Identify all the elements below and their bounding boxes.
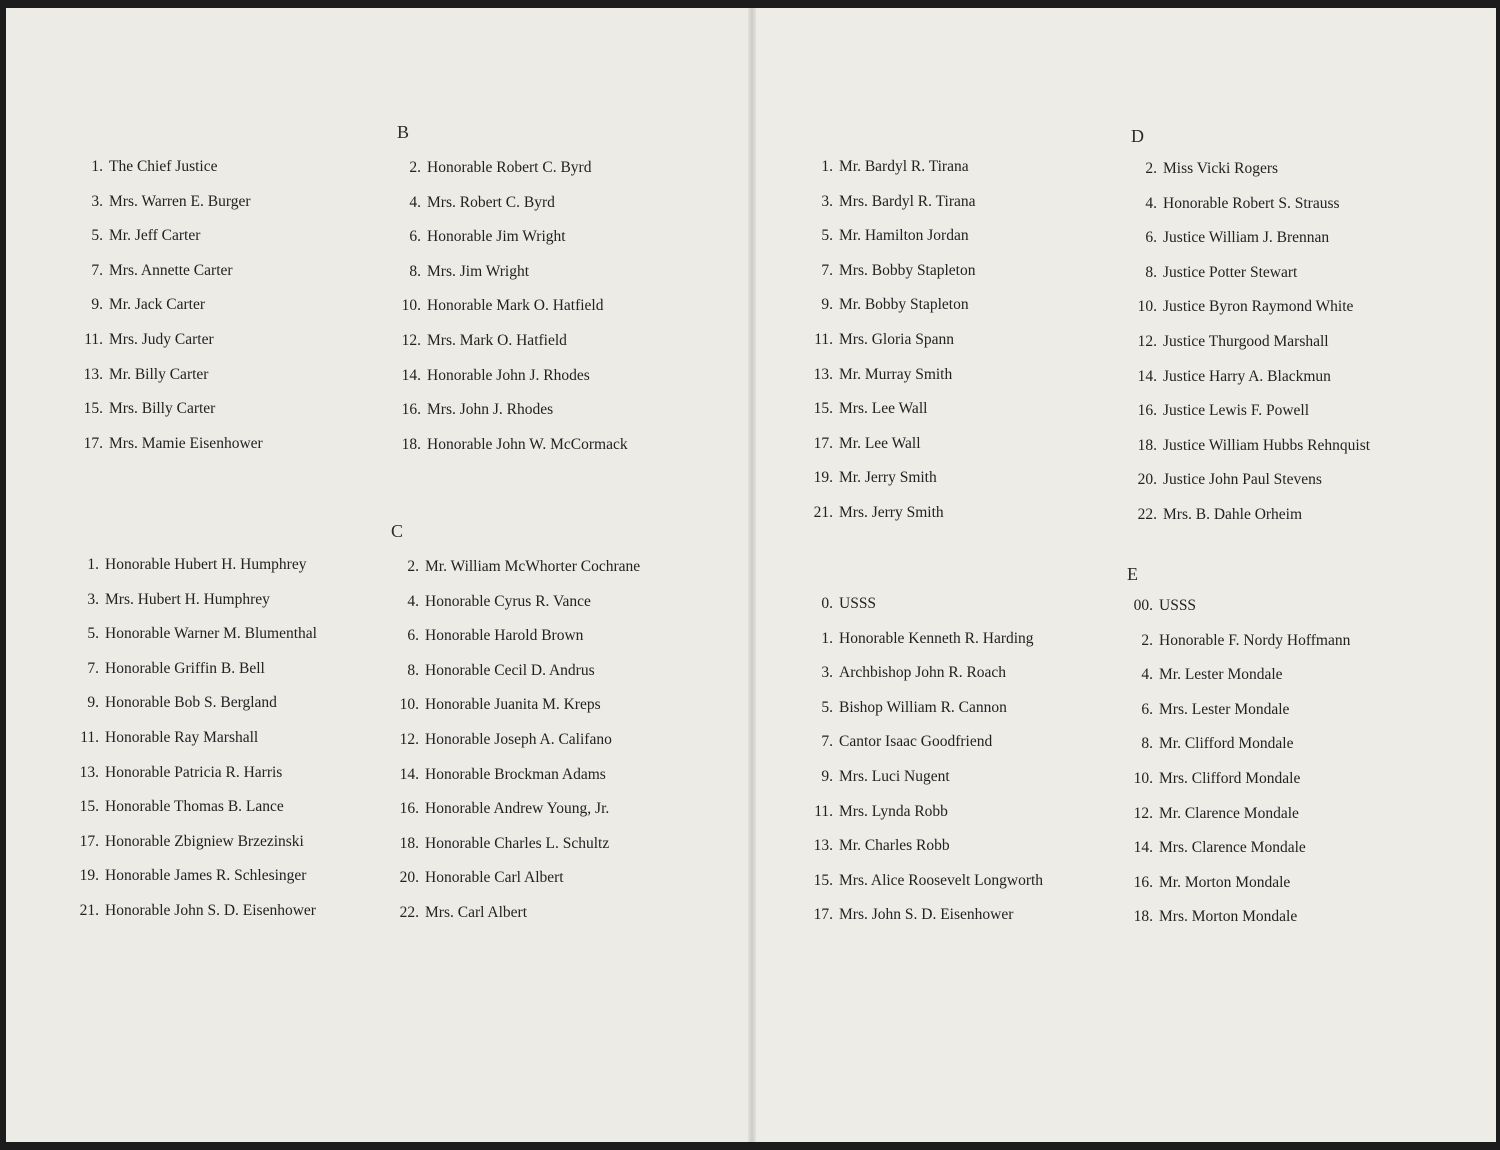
item-number: 1. bbox=[91, 158, 103, 175]
item-number: 11. bbox=[814, 330, 833, 348]
list-item bbox=[72, 764, 317, 799]
list-item bbox=[391, 263, 628, 298]
item-number: 6. bbox=[409, 228, 421, 246]
guest-name: Mr. Lester Mondale bbox=[1159, 666, 1283, 684]
list-item bbox=[806, 733, 1043, 768]
list-item bbox=[806, 400, 976, 435]
guest-name: Mrs. Annette Carter bbox=[109, 261, 233, 279]
list-item bbox=[1123, 908, 1350, 943]
guest-name: Justice William J. Brennan bbox=[1163, 229, 1330, 247]
item-number: 10. bbox=[1133, 769, 1153, 787]
item-number: 22. bbox=[399, 903, 419, 921]
list-item bbox=[72, 729, 317, 764]
guest-name: Honorable Andrew Young, Jr. bbox=[425, 800, 610, 818]
item-number: 4. bbox=[1141, 666, 1153, 684]
list-item bbox=[391, 159, 628, 194]
guest-name: Honorable Brockman Adams bbox=[425, 765, 606, 783]
item-number: 7. bbox=[821, 733, 833, 751]
guest-name: Honorable Mark O. Hatfield bbox=[427, 297, 604, 315]
item-number: 12. bbox=[401, 331, 421, 349]
list-item bbox=[389, 558, 640, 593]
list-item bbox=[389, 904, 640, 939]
guest-name: Mr. Billy Carter bbox=[109, 365, 209, 383]
guest-name: Mrs. Lester Mondale bbox=[1159, 700, 1290, 718]
section-letter-b: B bbox=[397, 122, 411, 142]
guest-name: Mrs. Warren E. Burger bbox=[109, 192, 251, 210]
item-number: 7. bbox=[821, 261, 833, 279]
item-number: 12. bbox=[1133, 804, 1153, 822]
item-number: 6. bbox=[1141, 700, 1153, 718]
guest-name: Mrs. Robert C. Byrd bbox=[427, 193, 555, 211]
guest-name: Honorable Joseph A. Califano bbox=[425, 730, 612, 748]
guest-name: Mrs. Morton Mondale bbox=[1159, 908, 1298, 926]
guest-name: Mrs. Mark O. Hatfield bbox=[427, 331, 567, 349]
item-number: 9. bbox=[91, 296, 103, 314]
section-e-even-list bbox=[1123, 597, 1350, 943]
item-number: 13. bbox=[813, 365, 833, 383]
list-item bbox=[391, 367, 628, 402]
item-number: 20. bbox=[1137, 471, 1157, 489]
list-item bbox=[1123, 632, 1350, 667]
guest-name: Honorable Thomas B. Lance bbox=[105, 798, 284, 816]
guest-name: Honorable James R. Schlesinger bbox=[105, 867, 307, 885]
list-item bbox=[389, 627, 640, 662]
guest-name: Mrs. Hubert H. Humphrey bbox=[105, 590, 270, 608]
list-item bbox=[76, 435, 263, 470]
list-item bbox=[806, 331, 976, 366]
list-item bbox=[1123, 735, 1350, 770]
section-letter-d: D bbox=[1131, 126, 1145, 146]
list-item bbox=[389, 662, 640, 697]
item-number: 17. bbox=[813, 434, 833, 452]
guest-name: Mr. Murray Smith bbox=[839, 365, 953, 383]
list-item bbox=[391, 332, 628, 367]
list-item bbox=[72, 660, 317, 695]
guest-name: Honorable Harold Brown bbox=[425, 627, 584, 645]
list-item bbox=[76, 193, 263, 228]
guest-name: Mr. Hamilton Jordan bbox=[839, 227, 969, 245]
item-number: 8. bbox=[407, 661, 419, 679]
guest-name: Honorable Jim Wright bbox=[427, 228, 566, 246]
item-number: 00. bbox=[1133, 597, 1153, 614]
item-number: 4. bbox=[407, 592, 419, 610]
guest-name: Mrs. B. Dahle Orheim bbox=[1163, 505, 1303, 523]
list-item bbox=[72, 591, 317, 626]
list-item bbox=[806, 469, 976, 504]
list-item bbox=[806, 158, 976, 193]
item-number: 22. bbox=[1137, 505, 1157, 523]
section-d-even-list bbox=[1127, 160, 1370, 541]
guest-name: Justice Harry A. Blackmun bbox=[1163, 367, 1331, 385]
guest-name: Miss Vicki Rogers bbox=[1163, 160, 1279, 177]
list-item bbox=[389, 800, 640, 835]
guest-name: Mrs. Judy Carter bbox=[109, 330, 214, 348]
guest-name: Mrs. Jim Wright bbox=[427, 262, 529, 280]
item-number: 15. bbox=[813, 871, 833, 889]
list-item bbox=[806, 664, 1043, 699]
section-b-odd-list bbox=[76, 158, 263, 469]
list-item bbox=[391, 401, 628, 436]
item-number: 7. bbox=[87, 659, 99, 677]
guest-name: Justice Byron Raymond White bbox=[1163, 298, 1354, 316]
list-item bbox=[806, 296, 976, 331]
list-item bbox=[1127, 333, 1370, 368]
item-number: 17. bbox=[83, 434, 103, 452]
list-item bbox=[76, 331, 263, 366]
list-item bbox=[1123, 701, 1350, 736]
guest-name: Honorable Warner M. Blumenthal bbox=[105, 625, 317, 643]
item-number: 14. bbox=[399, 765, 419, 783]
list-item bbox=[72, 867, 317, 902]
list-item bbox=[1127, 506, 1370, 541]
item-number: 2. bbox=[1141, 631, 1153, 649]
list-item bbox=[806, 262, 976, 297]
list-item bbox=[806, 768, 1043, 803]
guest-name: Mrs. John S. D. Eisenhower bbox=[839, 906, 1014, 924]
list-item bbox=[1123, 805, 1350, 840]
item-number: 5. bbox=[91, 227, 103, 245]
item-number: 19. bbox=[79, 867, 99, 885]
item-number: 11. bbox=[84, 330, 103, 348]
list-item bbox=[1123, 770, 1350, 805]
item-number: 10. bbox=[399, 696, 419, 714]
guest-name: Honorable Charles L. Schultz bbox=[425, 834, 610, 852]
section-d-odd-list bbox=[806, 158, 976, 539]
list-item bbox=[389, 731, 640, 766]
guest-name: Honorable Ray Marshall bbox=[105, 728, 259, 746]
section-c-even-list bbox=[389, 558, 640, 939]
guest-name: Mr. Bardyl R. Tirana bbox=[839, 158, 969, 175]
guest-name: Honorable Juanita M. Kreps bbox=[425, 696, 601, 714]
item-number: 8. bbox=[1145, 263, 1157, 281]
section-e-odd-list bbox=[806, 595, 1043, 941]
page-gutter bbox=[748, 8, 756, 1142]
item-number: 3. bbox=[91, 192, 103, 210]
list-item bbox=[1127, 264, 1370, 299]
list-item bbox=[389, 766, 640, 801]
item-number: 18. bbox=[399, 834, 419, 852]
item-number: 21. bbox=[79, 901, 99, 919]
item-number: 1. bbox=[821, 629, 833, 647]
item-number: 13. bbox=[83, 365, 103, 383]
list-item bbox=[1123, 666, 1350, 701]
item-number: 10. bbox=[1137, 298, 1157, 316]
guest-name: Honorable Robert S. Strauss bbox=[1163, 194, 1340, 212]
guest-name: Justice William Hubbs Rehnquist bbox=[1163, 436, 1371, 454]
guest-name: Mr. Jerry Smith bbox=[839, 469, 937, 487]
list-item bbox=[806, 803, 1043, 838]
guest-name: Honorable Hubert H. Humphrey bbox=[105, 556, 307, 573]
list-item bbox=[72, 902, 317, 937]
guest-name: Mrs. Lynda Robb bbox=[839, 802, 948, 820]
guest-name: Mrs. Jerry Smith bbox=[839, 503, 944, 521]
item-number: 8. bbox=[1141, 735, 1153, 753]
list-item bbox=[806, 366, 976, 401]
guest-name: Mr. Jack Carter bbox=[109, 296, 205, 314]
item-number: 5. bbox=[87, 625, 99, 643]
guest-name: Honorable Kenneth R. Harding bbox=[839, 629, 1034, 647]
item-number: 20. bbox=[399, 869, 419, 887]
list-item bbox=[72, 833, 317, 868]
list-item bbox=[1127, 402, 1370, 437]
guest-name: The Chief Justice bbox=[109, 158, 218, 175]
guest-name: Honorable Patricia R. Harris bbox=[105, 763, 283, 781]
list-item bbox=[391, 228, 628, 263]
guest-name: Honorable Cyrus R. Vance bbox=[425, 592, 591, 610]
item-number: 1. bbox=[821, 158, 833, 175]
list-item bbox=[1127, 471, 1370, 506]
guest-name: Mrs. Alice Roosevelt Longworth bbox=[839, 871, 1044, 889]
guest-name: USSS bbox=[839, 595, 877, 612]
list-item bbox=[389, 835, 640, 870]
guest-name: Mr. Clarence Mondale bbox=[1159, 804, 1299, 822]
guest-name: Mrs. Gloria Spann bbox=[839, 330, 954, 348]
item-number: 16. bbox=[1133, 873, 1153, 891]
list-item bbox=[391, 297, 628, 332]
item-number: 15. bbox=[813, 400, 833, 418]
guest-name: Mrs. Clarence Mondale bbox=[1159, 839, 1306, 857]
list-item bbox=[806, 906, 1043, 941]
item-number: 10. bbox=[401, 297, 421, 315]
section-letter-c: C bbox=[391, 521, 405, 541]
item-number: 9. bbox=[87, 694, 99, 712]
item-number: 17. bbox=[813, 906, 833, 924]
guest-name: Mr. Lee Wall bbox=[839, 434, 921, 452]
guest-name: Cantor Isaac Goodfriend bbox=[839, 733, 993, 751]
item-number: 18. bbox=[1133, 908, 1153, 926]
item-number: 12. bbox=[1137, 332, 1157, 350]
guest-name: Mrs. Bobby Stapleton bbox=[839, 261, 976, 279]
guest-name: Honorable Griffin B. Bell bbox=[105, 659, 265, 677]
guest-name: Justice Potter Stewart bbox=[1163, 263, 1298, 281]
guest-name: Justice John Paul Stevens bbox=[1163, 471, 1322, 489]
item-number: 2. bbox=[407, 558, 419, 575]
item-number: 2. bbox=[409, 159, 421, 176]
list-item bbox=[806, 504, 976, 539]
guest-name: Mrs. Mamie Eisenhower bbox=[109, 434, 263, 452]
item-number: 9. bbox=[821, 296, 833, 314]
guest-name: Justice Lewis F. Powell bbox=[1163, 402, 1310, 420]
list-item bbox=[76, 366, 263, 401]
list-item bbox=[389, 593, 640, 628]
guest-name: Mr. Bobby Stapleton bbox=[839, 296, 969, 314]
list-item bbox=[76, 227, 263, 262]
list-item bbox=[1127, 160, 1370, 195]
guest-name: Justice Thurgood Marshall bbox=[1163, 332, 1329, 350]
guest-name: Mr. Jeff Carter bbox=[109, 227, 201, 245]
item-number: 18. bbox=[401, 435, 421, 453]
list-item bbox=[72, 625, 317, 660]
item-number: 19. bbox=[813, 469, 833, 487]
list-item bbox=[72, 798, 317, 833]
item-number: 15. bbox=[83, 400, 103, 418]
item-number: 12. bbox=[399, 730, 419, 748]
item-number: 6. bbox=[407, 627, 419, 645]
list-item bbox=[389, 869, 640, 904]
list-item bbox=[76, 400, 263, 435]
list-item bbox=[1127, 437, 1370, 472]
guest-name: Mrs. Bardyl R. Tirana bbox=[839, 192, 976, 210]
guest-name: Honorable Bob S. Bergland bbox=[105, 694, 277, 712]
item-number: 13. bbox=[79, 763, 99, 781]
list-item bbox=[1127, 195, 1370, 230]
item-number: 1. bbox=[87, 556, 99, 573]
item-number: 3. bbox=[87, 590, 99, 608]
list-item bbox=[391, 436, 628, 471]
item-number: 4. bbox=[409, 193, 421, 211]
item-number: 6. bbox=[1145, 229, 1157, 247]
guest-name: Honorable Carl Albert bbox=[425, 869, 564, 887]
guest-name: Mrs. Clifford Mondale bbox=[1159, 769, 1301, 787]
item-number: 5. bbox=[821, 227, 833, 245]
item-number: 21. bbox=[813, 503, 833, 521]
guest-name: Honorable John S. D. Eisenhower bbox=[105, 901, 316, 919]
item-number: 16. bbox=[401, 401, 421, 419]
list-item bbox=[806, 193, 976, 228]
item-number: 14. bbox=[1133, 839, 1153, 857]
section-b-even-list bbox=[391, 159, 628, 470]
guest-name: Honorable Cecil D. Andrus bbox=[425, 661, 595, 679]
item-number: 16. bbox=[1137, 402, 1157, 420]
section-letter-e: E bbox=[1127, 564, 1139, 584]
guest-name: Mrs. Carl Albert bbox=[425, 903, 528, 921]
item-number: 8. bbox=[409, 262, 421, 280]
list-item bbox=[806, 630, 1043, 665]
list-item bbox=[72, 556, 317, 591]
item-number: 0. bbox=[821, 595, 833, 612]
item-number: 17. bbox=[79, 832, 99, 850]
list-item bbox=[391, 194, 628, 229]
guest-name: Mrs. Luci Nugent bbox=[839, 767, 950, 785]
list-item bbox=[72, 694, 317, 729]
list-item bbox=[806, 699, 1043, 734]
guest-name: Honorable John W. McCormack bbox=[427, 435, 628, 453]
list-item bbox=[76, 158, 263, 193]
list-item bbox=[806, 435, 976, 470]
guest-name: USSS bbox=[1159, 597, 1197, 614]
list-item bbox=[1123, 839, 1350, 874]
item-number: 3. bbox=[821, 664, 833, 682]
item-number: 14. bbox=[401, 366, 421, 384]
item-number: 4. bbox=[1145, 194, 1157, 212]
guest-name: Mr. Morton Mondale bbox=[1159, 873, 1291, 891]
guest-name: Mrs. Lee Wall bbox=[839, 400, 928, 418]
guest-name: Mrs. Billy Carter bbox=[109, 400, 216, 418]
list-item bbox=[806, 227, 976, 262]
list-item bbox=[1127, 368, 1370, 403]
guest-name: Archbishop John R. Roach bbox=[839, 664, 1007, 682]
list-item bbox=[806, 837, 1043, 872]
item-number: 13. bbox=[813, 837, 833, 855]
guest-name: Bishop William R. Cannon bbox=[839, 698, 1007, 716]
list-item bbox=[389, 696, 640, 731]
item-number: 2. bbox=[1145, 160, 1157, 177]
item-number: 5. bbox=[821, 698, 833, 716]
list-item bbox=[76, 296, 263, 331]
item-number: 18. bbox=[1137, 436, 1157, 454]
list-item bbox=[806, 872, 1043, 907]
section-c-odd-list bbox=[72, 556, 317, 937]
list-item bbox=[1123, 874, 1350, 909]
list-item bbox=[806, 595, 1043, 630]
list-item bbox=[76, 262, 263, 297]
item-number: 11. bbox=[80, 728, 99, 746]
guest-name: Honorable Zbigniew Brzezinski bbox=[105, 832, 304, 850]
item-number: 9. bbox=[821, 767, 833, 785]
item-number: 14. bbox=[1137, 367, 1157, 385]
item-number: 15. bbox=[79, 798, 99, 816]
guest-name: Mr. Charles Robb bbox=[839, 837, 950, 855]
item-number: 16. bbox=[399, 800, 419, 818]
item-number: 3. bbox=[821, 192, 833, 210]
guest-name: Mrs. John J. Rhodes bbox=[427, 401, 554, 419]
list-item bbox=[1127, 229, 1370, 264]
guest-name: Honorable F. Nordy Hoffmann bbox=[1159, 631, 1351, 649]
guest-name: Mr. William McWhorter Cochrane bbox=[425, 558, 641, 575]
list-item bbox=[1127, 298, 1370, 333]
list-item bbox=[1123, 597, 1350, 632]
guest-name: Honorable Robert C. Byrd bbox=[427, 159, 592, 176]
guest-name: Mr. Clifford Mondale bbox=[1159, 735, 1294, 753]
item-number: 11. bbox=[814, 802, 833, 820]
guest-name: Honorable John J. Rhodes bbox=[427, 366, 590, 384]
item-number: 7. bbox=[91, 261, 103, 279]
